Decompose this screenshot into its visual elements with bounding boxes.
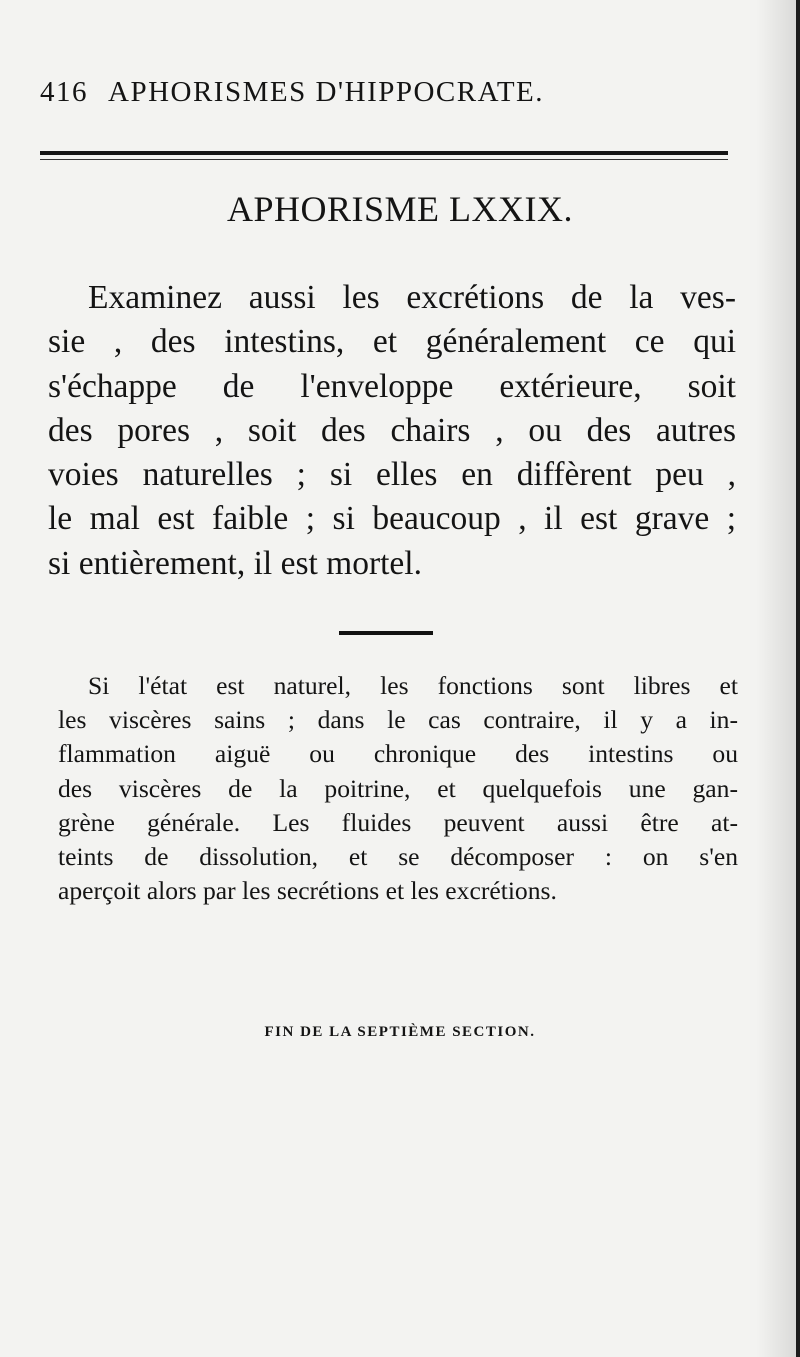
aphorism-line: des pores , soit des chairs , ou des autres <box>48 411 736 449</box>
section-separator <box>339 631 433 635</box>
header-rule <box>40 151 728 155</box>
commentary-line: flammation aiguë ou chronique des intestins ou <box>58 739 738 769</box>
commentary-line: teints de dissolution, et se décomposer : on s'en <box>58 842 738 872</box>
commentary-line: les viscères sains ; dans le cas contraire, il y a in- <box>58 705 738 735</box>
header-rule-thin <box>40 159 728 160</box>
commentary-text <box>58 669 738 908</box>
section-end-note: FIN DE LA SEPTIÈME SECTION. <box>264 1024 536 1040</box>
aphorism-title: APHORISME LXXIX. <box>226 189 573 229</box>
running-header <box>40 76 544 109</box>
commentary-line: aperçoit alors par les secrétions et les excrétions. <box>58 876 557 906</box>
running-title: APHORISMES D'HIPPOCRATE. <box>108 76 545 108</box>
aphorism-text <box>48 276 736 586</box>
aphorism-line: Examinez aussi les excrétions de la ves- <box>88 279 736 316</box>
commentary-line: grène générale. Les fluides peuvent aussi être at- <box>58 807 738 837</box>
commentary-line: des viscères de la poitrine, et quelquefois une gan- <box>58 773 738 803</box>
aphorism-line: sie , des intestins, et généralement ce qui <box>48 323 736 361</box>
aphorism-line: s'échappe de l'enveloppe extérieure, soit <box>48 367 736 405</box>
commentary-line: Si l'état est naturel, les fonctions sont libres et <box>88 671 738 700</box>
aphorism-line: voies naturelles ; si elles en diffèrent peu , <box>48 456 736 494</box>
page-number: 416 <box>40 76 88 108</box>
aphorism-line: si entièrement, il est mortel. <box>48 544 422 582</box>
aphorism-line: le mal est faible ; si beaucoup , il est grave ; <box>48 500 736 538</box>
